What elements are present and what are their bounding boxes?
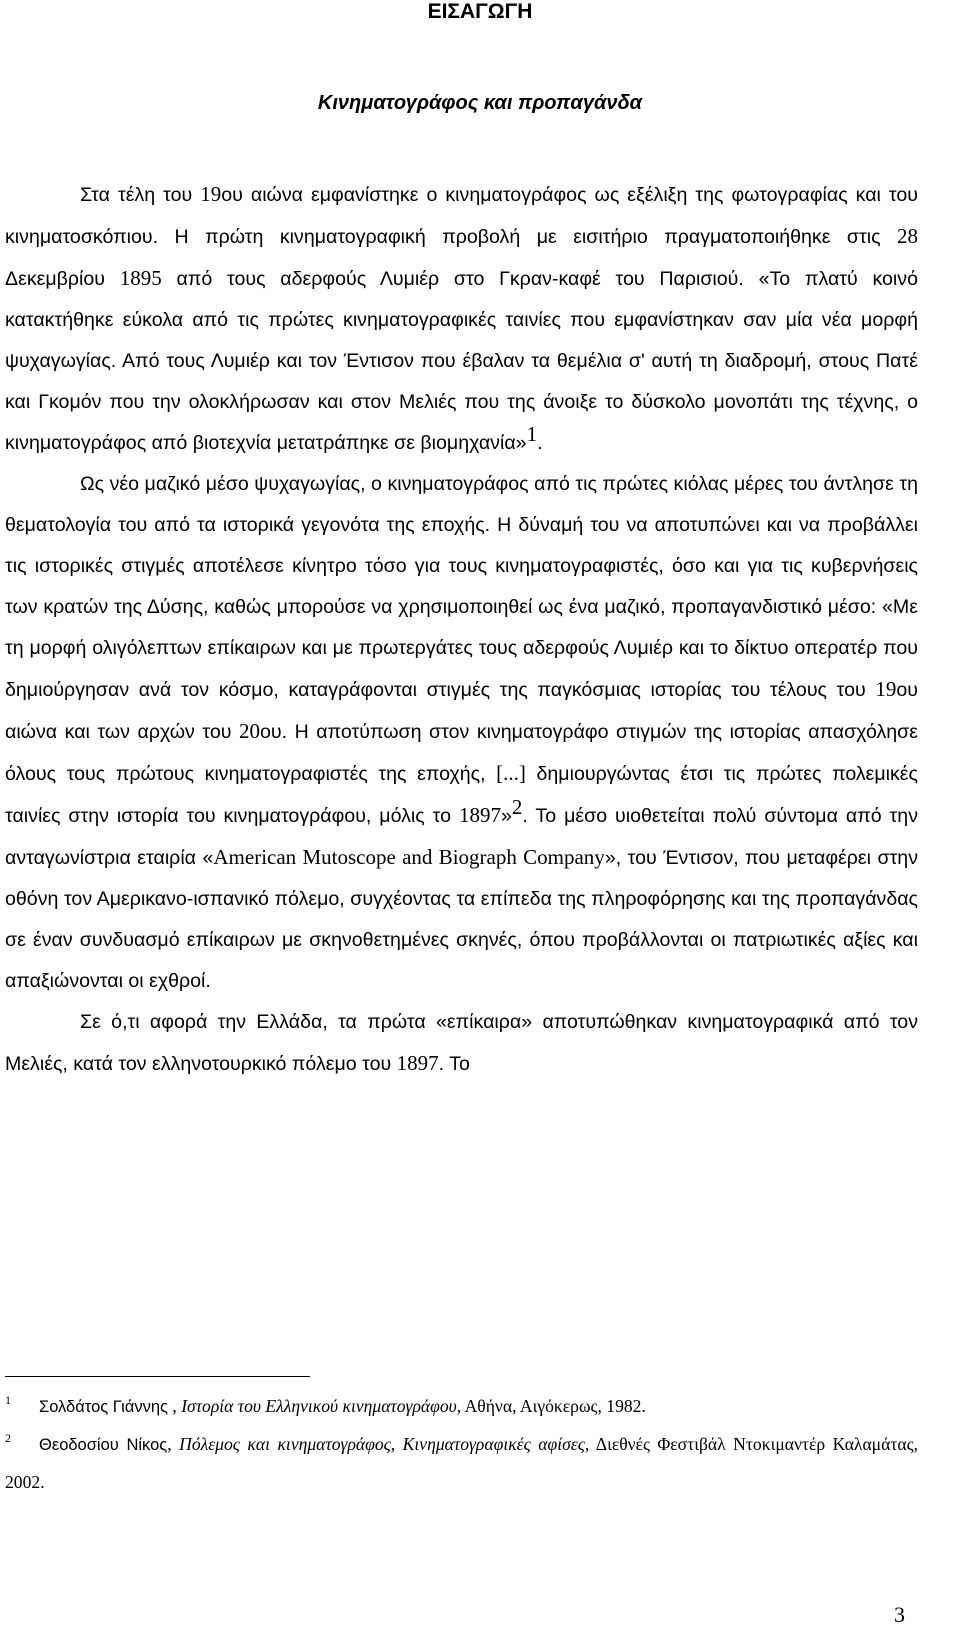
- number-run: 1895: [119, 266, 162, 290]
- number-run: 1897: [396, 1051, 439, 1075]
- text-run: από τους αδερφούς Λυμιέρ στο Γκραν-καφέ του Παρισιού. «Το πλατύ κοινό κατακτήθηκε εύκολα από τις πρώτες κινηματογραφικές ταινίες που εμφανίστηκαν σαν μία νέα μορφή ψυχαγωγίας. Από τους Λυμιέρ και τον Έντισον που έβαλαν τα θεμέλια σ' αυτή τη διαδρομή, στους Πατέ και Γκομόν που την ολοκλήρωσαν και στον Μελιές που της άνοιξε το δύσκολο μονοπάτι της τέχνης, ο κινηματογράφος από βιοτεχνία μετατράπηκε σε βιομηχανία»: [5, 268, 918, 454]
- text-run: . Το: [438, 1053, 470, 1075]
- footnote-1: [5, 1388, 918, 1426]
- footnote-separator-text: ,: [168, 1396, 182, 1416]
- body-text: [5, 174, 918, 1085]
- footnote-ref-1[interactable]: 1: [526, 422, 538, 446]
- paragraph-3: [5, 1002, 918, 1085]
- text-run: », του Έντισον, που μεταφέρει στην οθόνη τον Αμερικανο-ισπανικό πόλεμο, συγχέοντας τα επίπεδα της πληροφόρησης και της προπαγάνδας σε έναν συνδυασμό επίκαιρων με σκηνοθετημένες σκηνές, όπου προβάλλονται οι πατριωτικές αξίες και απαξιώνονται οι εχθροί.: [5, 847, 919, 992]
- number-run: 1897: [458, 803, 501, 827]
- footnote-number: 2: [5, 1431, 11, 1445]
- text-run: .: [537, 432, 543, 454]
- ellipsis-run: [...]: [496, 761, 526, 785]
- footnote-publisher: Διεθνές Φεστιβάλ Ντοκιμαντέρ Καλαμάτας, 2002.: [5, 1434, 918, 1492]
- footnote-2: [5, 1426, 918, 1500]
- company-name-run: American Mutoscope and Biograph Company: [213, 845, 605, 869]
- text-run: ου αιώνα και των αρχών του: [5, 679, 918, 743]
- footnote-separator-text: ,: [167, 1434, 180, 1454]
- text-run: Ως νέο μαζικό μέσο ψυχαγωγίας, ο κινηματογράφος από τις πρώτες κιόλας μέρες του άντλησε τη θεματολογία του από τα ιστορικά γεγονότα της εποχής. Η δύναμή του να αποτυπώνει και να προβάλλει τις ιστορικές στιγμές αποτέλεσε κίνητρο τόσο για τους κινηματογραφιστές, όσο και για τις κυβερνήσεις των κρατών της Δύσης, καθώς μπορούσε να χρησιμοποιηθεί ως ένα μαζικό, προπαγανδιστικό μέσο: «Με τη μορφή ολιγόλεπτων επίκαιρων και με πρωτεργάτες τους αδερφούς Λυμιέρ και το δίκτυο οπερατέρ που δημιούργησαν ανά τον κόσμο, καταγράφονται στιγμές της παγκόσμιας ιστορίας του τέλους του: [5, 473, 918, 701]
- text-run: Στα τέλη του: [80, 184, 201, 206]
- text-run: δημιουργώντας έτσι τις πρώτες πολεμικές ταινίες στην ιστορία του κινηματογράφου, μόλις το: [5, 763, 918, 827]
- footnote-title: Πόλεμος και κινηματογράφος, Κινηματογραφικές αφίσες,: [179, 1434, 590, 1454]
- text-run: . Το μέσο υιοθετείται πολύ σύντομα από την ανταγωνίστρια εταιρία «: [5, 805, 918, 869]
- text-run: Σε ό,τι αφορά την Ελλάδα, τα πρώτα «επίκαιρα» αποτυπώθηκαν κινηματογραφικά από τον Μελιές, κατά τον ελληνοτουρκικό πόλεμο του: [5, 1011, 918, 1075]
- number-run: 19: [875, 677, 897, 701]
- footnote-separator: [5, 1376, 310, 1377]
- footnotes: [5, 1388, 918, 1500]
- paragraph-1: [5, 174, 918, 464]
- paragraph-2: [5, 464, 918, 1002]
- page-number: 3: [894, 1602, 905, 1627]
- number-run: 28: [897, 224, 918, 248]
- text-run: ου. Η αποτύπωση στον κινηματογράφο στιγμών της ιστορίας απασχόλησε όλους τους πρώτους κινηματογραφιστές της εποχής,: [5, 721, 918, 785]
- footnote-title: Ιστορία του Ελληνικού κινηματογράφου,: [181, 1396, 462, 1416]
- number-run: 19: [200, 182, 222, 206]
- section-title: Κινηματογράφος και προπαγάνδα: [317, 92, 643, 114]
- footnote-ref-2[interactable]: 2: [511, 795, 523, 819]
- footnote-author: Θεοδοσίου Νίκος: [39, 1436, 168, 1454]
- text-run: ου αιώνα εμφανίστηκε ο κινηματογράφος ως εξέλιξη της φωτογραφίας και του κινηματοσκόπιου. Η πρώτη κινηματογραφική προβολή με εισιτήριο πραγματοποιήθηκε στις: [5, 184, 918, 248]
- footnote-publisher: Αθήνα, Αιγόκερως, 1982.: [461, 1396, 646, 1416]
- footnote-author: Σολδάτος Γιάννης: [39, 1398, 168, 1416]
- footnote-number: 1: [5, 1393, 11, 1407]
- text-run: »: [500, 805, 512, 827]
- chapter-title: ΕΙΣΑΓΩΓΗ: [427, 0, 533, 23]
- number-run: 20: [239, 719, 261, 743]
- text-run: Δεκεμβρίου: [5, 268, 120, 290]
